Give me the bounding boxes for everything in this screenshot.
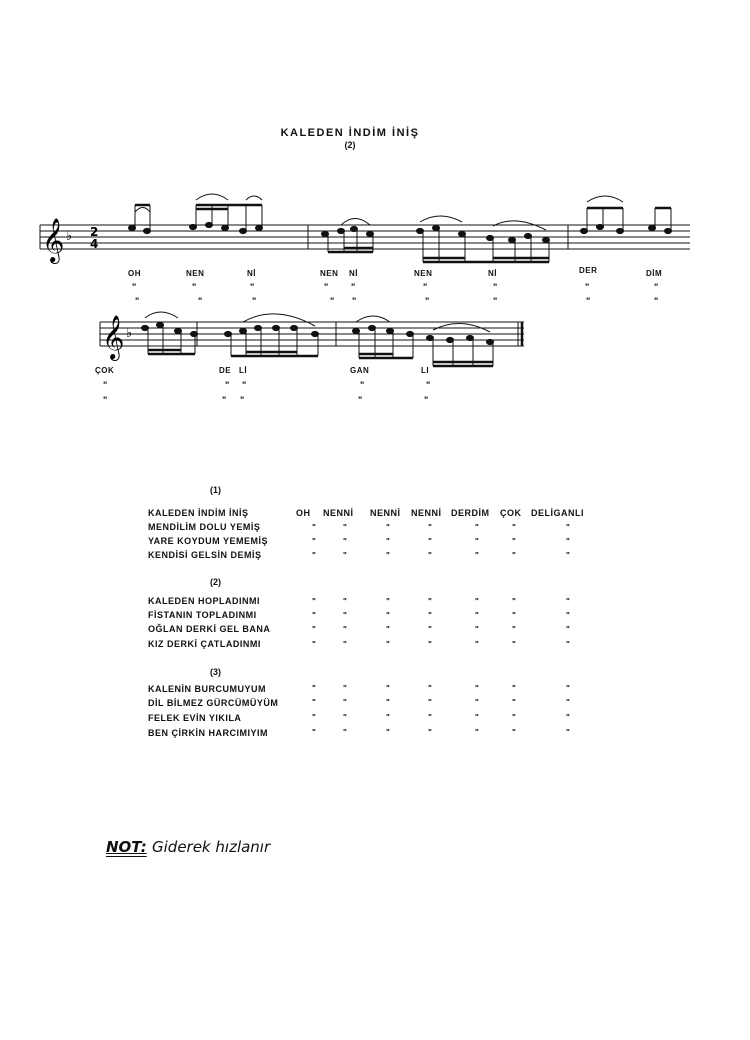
song-number: (2) <box>344 140 356 150</box>
note-label-text: NOT: <box>106 838 147 856</box>
note-head <box>129 225 136 230</box>
ditto-mark: " <box>425 296 430 306</box>
ditto-mark: " <box>428 611 432 620</box>
ditto-mark: " <box>512 551 516 560</box>
ditto-mark: " <box>386 728 390 737</box>
verse-line: OĞLAN DERKİ GEL BANA <box>148 624 271 634</box>
lyric-syllable: Nİ <box>349 269 358 278</box>
ditto-mark: " <box>343 523 347 532</box>
ditto-mark: " <box>475 640 479 649</box>
ditto-mark: " <box>312 698 316 707</box>
ditto-mark: " <box>386 698 390 707</box>
ditto-mark: " <box>566 728 570 737</box>
ditto-mark: " <box>512 625 516 634</box>
ditto-mark: " <box>428 551 432 560</box>
ditto-mark: " <box>428 713 432 722</box>
ditto-mark: " <box>493 282 498 292</box>
ditto-mark: " <box>312 713 316 722</box>
notes-system-2 <box>142 312 494 366</box>
verse-line: KALEDEN İNDİM İNİŞ <box>148 508 249 518</box>
ditto-mark: " <box>360 380 365 390</box>
ditto-mark: " <box>586 296 591 306</box>
ditto-mark: " <box>351 282 356 292</box>
ditto-mark: " <box>312 625 316 634</box>
ditto-mark: " <box>386 713 390 722</box>
ditto-mark: " <box>330 296 335 306</box>
verse-line: KIZ DERKİ ÇATLADINMI <box>148 639 261 649</box>
ditto-mark: " <box>343 625 347 634</box>
lyric-syllable: DİM <box>646 269 663 278</box>
refrain-word: DELİGANLI <box>531 508 584 518</box>
note-text: Giderek hızlanır <box>152 838 271 856</box>
ditto-mark: " <box>428 728 432 737</box>
ditto-mark: " <box>475 537 479 546</box>
ditto-mark: " <box>343 640 347 649</box>
ditto-mark: " <box>512 537 516 546</box>
treble-clef-icon: 𝄞 <box>42 218 65 262</box>
ditto-mark: " <box>475 625 479 634</box>
lyric-syllable: Nİ <box>247 269 256 278</box>
ditto-mark: " <box>386 523 390 532</box>
ditto-mark: " <box>343 551 347 560</box>
time-signature-top: 2 <box>90 225 99 239</box>
ditto-mark: " <box>512 713 516 722</box>
ditto-mark: " <box>343 728 347 737</box>
ditto-mark: " <box>566 684 570 693</box>
ditto-mark: " <box>475 551 479 560</box>
ditto-mark: " <box>585 282 590 292</box>
refrain-word: NENNİ <box>411 508 442 518</box>
ditto-mark: " <box>512 523 516 532</box>
ditto-mark: " <box>475 523 479 532</box>
verse-line: BEN ÇİRKİN HARCIMIYIM <box>148 728 268 738</box>
ditto-mark: " <box>386 537 390 546</box>
ditto-mark: " <box>386 684 390 693</box>
verse-line: KENDİSİ GELSİN DEMİŞ <box>148 550 262 560</box>
ditto-mark: " <box>343 611 347 620</box>
ditto-mark: " <box>475 713 479 722</box>
lyric-syllable: NEN <box>414 269 433 278</box>
ditto-mark: " <box>103 380 108 390</box>
ditto-mark: " <box>566 611 570 620</box>
ditto-mark: " <box>512 611 516 620</box>
ditto-mark: " <box>312 523 316 532</box>
lyric-syllable: ÇOK <box>95 366 115 375</box>
ditto-mark: " <box>475 698 479 707</box>
ditto-mark: " <box>240 395 245 405</box>
ditto-mark: " <box>428 684 432 693</box>
ditto-mark: " <box>566 713 570 722</box>
lyric-syllable: DE <box>219 366 232 375</box>
ditto-mark: " <box>242 380 247 390</box>
ditto-mark: " <box>428 597 432 606</box>
ditto-mark: " <box>475 728 479 737</box>
ditto-mark: " <box>654 296 659 306</box>
song-title: KALEDEN İNDİM İNİŞ <box>280 127 420 139</box>
ditto-mark: " <box>225 380 230 390</box>
lyric-syllable: GAN <box>350 366 370 375</box>
ditto-mark: " <box>428 523 432 532</box>
ditto-mark: " <box>312 611 316 620</box>
flat-icon: ♭ <box>126 326 133 341</box>
ditto-mark: " <box>475 611 479 620</box>
ditto-mark: " <box>252 296 257 306</box>
ditto-mark: " <box>475 597 479 606</box>
verse-number: (3) <box>210 667 221 677</box>
ditto-mark: " <box>426 380 431 390</box>
ditto-mark: " <box>192 282 197 292</box>
ditto-mark: " <box>654 282 659 292</box>
refrain-word: NENNİ <box>370 508 401 518</box>
ditto-mark: " <box>312 597 316 606</box>
treble-clef-icon: 𝄞 <box>102 315 125 359</box>
ditto-mark: " <box>386 611 390 620</box>
note-head <box>144 228 151 233</box>
ditto-mark: " <box>566 698 570 707</box>
ditto-mark: " <box>493 296 498 306</box>
ditto-mark: " <box>343 698 347 707</box>
verse-line: KALENİN BURCUMUYUM <box>148 684 266 694</box>
notes-system-1 <box>129 194 672 262</box>
lyric-syllable: OH <box>128 269 141 278</box>
ditto-mark: " <box>135 296 140 306</box>
ditto-mark: " <box>312 537 316 546</box>
refrain-word: OH <box>296 508 311 518</box>
verse-line: FİSTANIN TOPLADINMI <box>148 610 257 620</box>
flat-icon: ♭ <box>66 229 73 244</box>
ditto-mark: " <box>352 296 357 306</box>
ditto-mark: " <box>386 551 390 560</box>
ditto-mark: " <box>428 625 432 634</box>
lyric-syllable: LI <box>421 366 430 375</box>
ditto-mark: " <box>512 684 516 693</box>
verse-number: (2) <box>210 577 221 587</box>
note-label <box>106 838 147 856</box>
ditto-mark: " <box>103 395 108 405</box>
ditto-mark: " <box>312 728 316 737</box>
ditto-mark: " <box>566 640 570 649</box>
ditto-mark: " <box>343 713 347 722</box>
lyric-syllable: Lİ <box>239 366 248 375</box>
ditto-mark: " <box>566 597 570 606</box>
verse-line: DİL BİLMEZ GÜRCÜMÜYÜM <box>148 698 279 708</box>
lyric-syllable: NEN <box>320 269 339 278</box>
ditto-mark: " <box>312 551 316 560</box>
staff-system-1 <box>40 225 690 249</box>
ditto-mark: " <box>358 395 363 405</box>
ditto-mark: " <box>566 537 570 546</box>
verse-line: KALEDEN HOPLADINMI <box>148 596 260 606</box>
verse-line: MENDİLİM DOLU YEMİŞ <box>148 522 261 532</box>
lyric-syllable: DER <box>579 266 598 275</box>
time-signature-bottom: 4 <box>90 237 99 251</box>
verse-line: FELEK EVİN YIKILA <box>148 713 242 723</box>
ditto-mark: " <box>312 640 316 649</box>
ditto-mark: " <box>386 640 390 649</box>
ditto-mark: " <box>566 625 570 634</box>
refrain-word: NENNİ <box>323 508 354 518</box>
ditto-mark: " <box>423 282 428 292</box>
lyric-syllable: NEN <box>186 269 205 278</box>
ditto-mark: " <box>386 597 390 606</box>
ditto-mark: " <box>512 597 516 606</box>
refrain-word: ÇOK <box>500 508 522 518</box>
verse-number: (1) <box>210 485 221 495</box>
ditto-mark: " <box>250 282 255 292</box>
ditto-mark: " <box>386 625 390 634</box>
ditto-mark: " <box>132 282 137 292</box>
ditto-mark: " <box>343 684 347 693</box>
ditto-mark: " <box>475 684 479 693</box>
ditto-mark: " <box>312 684 316 693</box>
ditto-mark: " <box>428 640 432 649</box>
ditto-mark: " <box>324 282 329 292</box>
verse-line: YARE KOYDUM YEMEMİŞ <box>148 536 269 546</box>
ditto-mark: " <box>512 640 516 649</box>
ditto-mark: " <box>198 296 203 306</box>
ditto-mark: " <box>512 728 516 737</box>
ditto-mark: " <box>566 523 570 532</box>
ditto-mark: " <box>566 551 570 560</box>
ditto-mark: " <box>428 537 432 546</box>
ditto-mark: " <box>343 597 347 606</box>
ditto-mark: " <box>343 537 347 546</box>
lyric-syllable: Nİ <box>488 269 497 278</box>
ditto-mark: " <box>512 698 516 707</box>
ditto-mark: " <box>222 395 227 405</box>
ditto-mark: " <box>424 395 429 405</box>
refrain-word: DERDİM <box>451 508 490 518</box>
ditto-mark: " <box>428 698 432 707</box>
